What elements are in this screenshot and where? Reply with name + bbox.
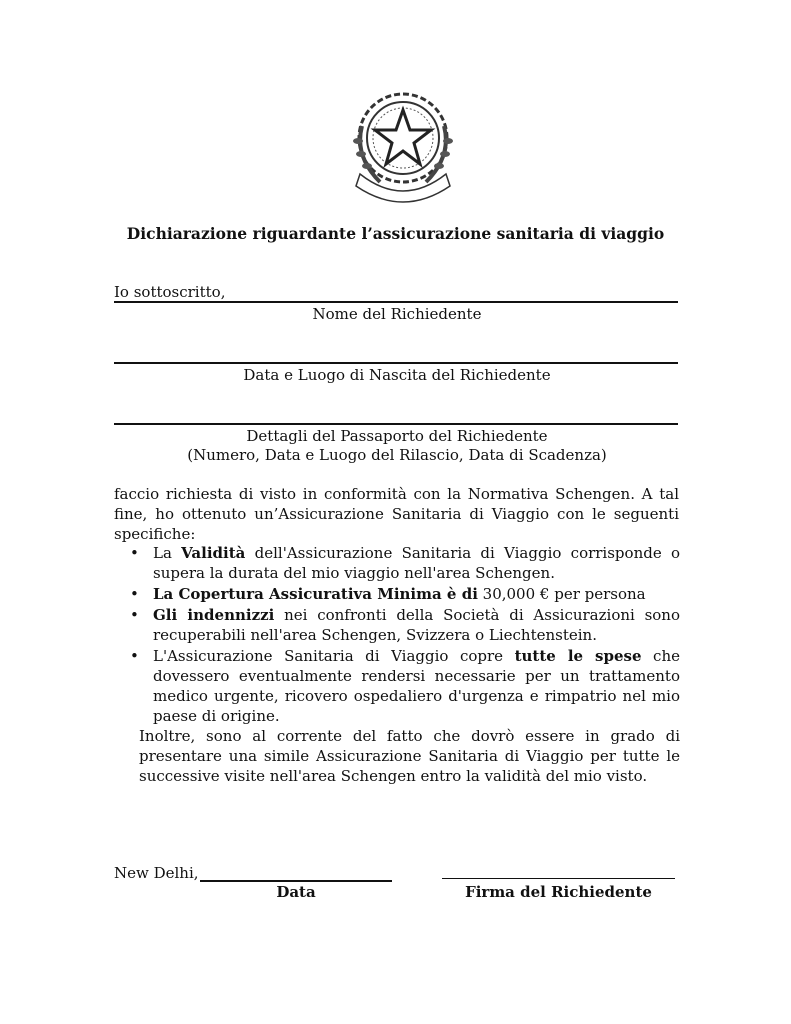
intro-text: Io sottoscritto, <box>114 283 226 301</box>
passport-line[interactable] <box>114 423 678 425</box>
bullet-text: dell'Assicurazione Sanitaria di Viaggio corrisponde o supera la durata del mio viaggio nell'area Schengen. <box>153 544 680 582</box>
list-item <box>130 605 680 645</box>
bullet-text: che dovessero eventualmente rendersi necessarie per un trattamento medico urgente, ricovero ospedaliero d'urgenza e rimpatrio nel mio paese di origine. <box>153 647 680 725</box>
bullet-text: La <box>153 544 182 562</box>
list-item <box>130 543 680 583</box>
page-title: Dichiarazione riguardante l’assicurazione sanitaria di viaggio <box>126 224 665 243</box>
bullet-bold: La Copertura Assicurativa Minima è di <box>153 585 478 603</box>
passport-sublabel: (Numero, Data e Luogo del Rilascio, Data di Scadenza) <box>187 446 607 464</box>
bullet-icon: • <box>130 606 139 624</box>
birth-label: Data e Luogo di Nascita del Richiedente <box>243 366 551 384</box>
bullet-text: nei confronti della Società di Assicurazioni sono recuperabili nell'area Schengen, Svizzera o Liechtenstein. <box>153 606 681 644</box>
bullet-text: L'Assicurazione Sanitaria di Viaggio copre <box>153 647 515 665</box>
name-line[interactable] <box>114 301 678 303</box>
signature-label: Firma del Richiedente <box>465 883 652 901</box>
passport-label: Dettagli del Passaporto del Richiedente <box>246 427 548 445</box>
list-item <box>130 584 680 604</box>
emblem-icon <box>340 86 466 206</box>
bullet-bold: tutte le spese <box>514 647 642 665</box>
bullet-bold: Validità <box>181 544 246 562</box>
signature-line[interactable] <box>442 878 675 879</box>
paragraph-2: Inoltre, sono al corrente del fatto che dovrò essere in grado di presentare una simile Assicurazione Sanitaria di Viaggio per tutte le successive visite nell'area Schengen entro la validità del mio visto. <box>139 727 680 785</box>
list-item <box>130 646 680 726</box>
paragraph-1: faccio richiesta di visto in conformità con la Normativa Schengen. A tal fine, ho ottenuto un’Assicurazione Sanitaria di Viaggio con le seguenti specifiche: <box>114 485 679 543</box>
date-line[interactable] <box>200 880 392 882</box>
bullet-icon: • <box>130 544 139 562</box>
bullet-text: 30,000 € per persona <box>477 585 646 603</box>
bullet-icon: • <box>130 647 139 665</box>
specs-list <box>130 543 680 727</box>
name-label: Nome del Richiedente <box>312 305 482 323</box>
bullet-icon: • <box>130 585 139 603</box>
bullet-bold: Gli indennizzi <box>153 606 275 624</box>
birth-line[interactable] <box>114 362 678 364</box>
date-label: Data <box>276 883 316 901</box>
place-text: New Delhi, <box>114 864 199 882</box>
